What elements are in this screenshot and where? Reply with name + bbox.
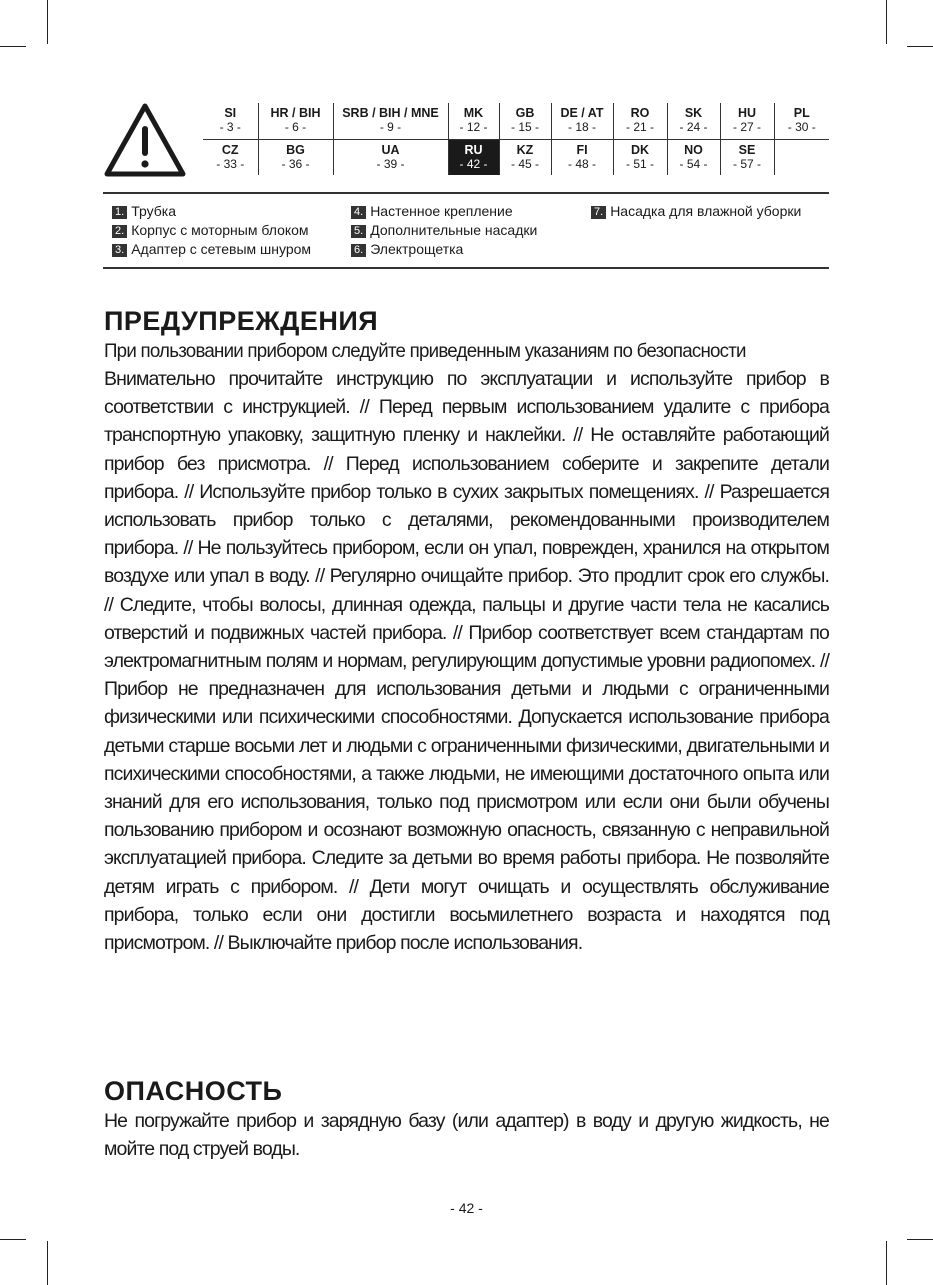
warnings-lead: При пользовании прибором следуйте приведенным указаниям по безопасности bbox=[104, 340, 746, 362]
language-code: DK bbox=[630, 143, 650, 157]
language-page: - 57 - bbox=[732, 157, 761, 171]
language-cell bbox=[613, 140, 667, 176]
language-cell bbox=[613, 103, 667, 140]
warning-icon bbox=[103, 100, 187, 180]
language-page: - 3 - bbox=[219, 120, 241, 134]
part-item: 6. Электрощетка bbox=[351, 241, 463, 257]
part-item: 2. Корпус с моторным блоком bbox=[112, 222, 309, 238]
language-cell bbox=[448, 103, 499, 140]
language-page: - 18 - bbox=[567, 120, 596, 134]
language-code: BG bbox=[286, 143, 305, 157]
language-page: - 30 - bbox=[787, 120, 816, 134]
crop-mark bbox=[907, 1239, 933, 1240]
danger-section bbox=[104, 1075, 829, 1163]
language-page: - 12 - bbox=[459, 120, 488, 134]
language-code: MK bbox=[463, 106, 484, 120]
language-cell bbox=[448, 140, 499, 176]
part-item: 7. Насадка для влажной уборки bbox=[591, 203, 801, 219]
language-cell bbox=[720, 103, 774, 140]
crop-mark bbox=[0, 1239, 26, 1240]
language-page: - 45 - bbox=[510, 157, 539, 171]
language-page: - 48 - bbox=[567, 157, 596, 171]
language-page: - 6 - bbox=[284, 120, 307, 134]
language-cell bbox=[720, 140, 774, 176]
language-code: SE bbox=[738, 143, 756, 157]
language-page: - 9 - bbox=[379, 120, 402, 134]
language-page: - 27 - bbox=[732, 120, 761, 134]
language-code: RO bbox=[630, 106, 650, 120]
language-cell bbox=[551, 103, 613, 140]
crop-mark bbox=[0, 46, 26, 47]
language-code: DE / AT bbox=[560, 106, 604, 120]
language-page: - 15 - bbox=[510, 120, 539, 134]
crop-mark bbox=[886, 0, 887, 44]
language-cell bbox=[667, 140, 720, 176]
language-code: CZ bbox=[221, 143, 239, 157]
page-number: - 42 - bbox=[450, 1200, 483, 1216]
language-cell bbox=[499, 140, 551, 176]
language-cell bbox=[551, 140, 613, 176]
language-page: - 54 - bbox=[679, 157, 708, 171]
language-code: GB bbox=[515, 106, 535, 120]
crop-mark bbox=[886, 1241, 887, 1285]
language-cell bbox=[203, 103, 258, 140]
language-cell bbox=[499, 103, 551, 140]
language-cell bbox=[774, 103, 829, 140]
language-page: - 36 - bbox=[281, 157, 310, 171]
language-page: - 42 - bbox=[459, 157, 488, 171]
language-cell bbox=[203, 140, 258, 176]
language-page: - 33 - bbox=[216, 157, 245, 171]
warnings-body: Внимательно прочитайте инструкцию по эксплуатации и используйте прибор в соответствии с инструкцией. // Перед первым использованием удалите с прибора транспортную упаковку, защитную пленку и наклейки. // Не оставляйте работающий прибор без присмотра. // Перед использованием соберите и закрепите детали прибора. // Используйте прибор только в сухих закрытых помещениях. // Разрешается использовать прибор только с деталями, рекомендованными производителем прибора. // Не пользуйтесь прибором, если он упал, поврежден, хранился на открытом воздухе или упал в воду. // Регулярно очищайте прибор. Это продлит срок его службы. // Следите, чтобы волосы, длинная одежда, пальцы и другие части тела не касались отверстий и подвижных частей прибора. // Прибор соответствует всем стандартам по электромагнитным полям и нормам, регулирующим допустимые уровни радиопомех. // Прибор не предназначен для использования детьми и людьми с ограниченными физическими или психическими способностями. Допускается использование прибора детьми старше восьми лет и людьми с ограниченными физическими, двигательными и психическими способностями, а также людьми, не имеющими достаточного опыта или знаний для его использования, только под присмотром или если они были обучены пользованию прибором и осознают возможную опасность, связанную с неправильной эксплуатацией прибора. Следите за детьми во время работы прибора. Не позволяйте детям играть с прибором. // Дети могут очищать и осуществлять обслуживание прибора, только если они достигли восьмилетнего возраста и находятся под присмотром. // Выключайте прибор после использования. bbox=[104, 368, 829, 955]
crop-mark bbox=[47, 1241, 48, 1285]
warnings-title: ПРЕДУПРЕЖДЕНИЯ bbox=[104, 306, 379, 336]
language-code: KZ bbox=[516, 143, 534, 157]
language-code: PL bbox=[793, 106, 810, 120]
language-row bbox=[203, 140, 829, 176]
parts-list bbox=[103, 192, 829, 269]
language-code: NO bbox=[684, 143, 703, 157]
language-code: HU bbox=[737, 106, 757, 120]
language-cell bbox=[258, 103, 333, 140]
language-cell bbox=[333, 140, 448, 176]
part-item: 5. Дополнительные насадки bbox=[351, 222, 537, 238]
language-code: RU bbox=[464, 143, 483, 157]
language-page: - 21 - bbox=[625, 120, 654, 134]
danger-title: ОПАСНОСТЬ bbox=[104, 1076, 283, 1106]
language-row bbox=[203, 103, 829, 140]
crop-mark bbox=[47, 0, 48, 44]
language-page: - 39 - bbox=[376, 157, 405, 171]
part-item: 3. Адаптер с сетевым шнуром bbox=[112, 241, 311, 257]
language-cell bbox=[258, 140, 333, 176]
language-code: FI bbox=[576, 143, 588, 157]
part-item: 1. Трубка bbox=[112, 203, 176, 219]
language-index-table bbox=[203, 103, 829, 175]
language-code: SK bbox=[684, 106, 703, 120]
warnings-section bbox=[104, 305, 829, 957]
language-code: SI bbox=[224, 106, 237, 120]
language-page: - 51 - bbox=[625, 157, 654, 171]
language-cell bbox=[774, 140, 829, 176]
language-code: SRB / BIH / MNE bbox=[342, 106, 439, 120]
danger-body: Не погружайте прибор и зарядную базу (или адаптер) в воду и другую жидкость, не мойте под струей воды. bbox=[104, 1110, 829, 1161]
language-page: - 24 - bbox=[679, 120, 708, 134]
language-cell bbox=[667, 103, 720, 140]
language-cell bbox=[333, 103, 448, 140]
part-item: 4. Настенное крепление bbox=[351, 203, 513, 219]
language-code: UA bbox=[381, 143, 400, 157]
language-code: HR / BIH bbox=[270, 106, 321, 120]
crop-mark bbox=[907, 46, 933, 47]
